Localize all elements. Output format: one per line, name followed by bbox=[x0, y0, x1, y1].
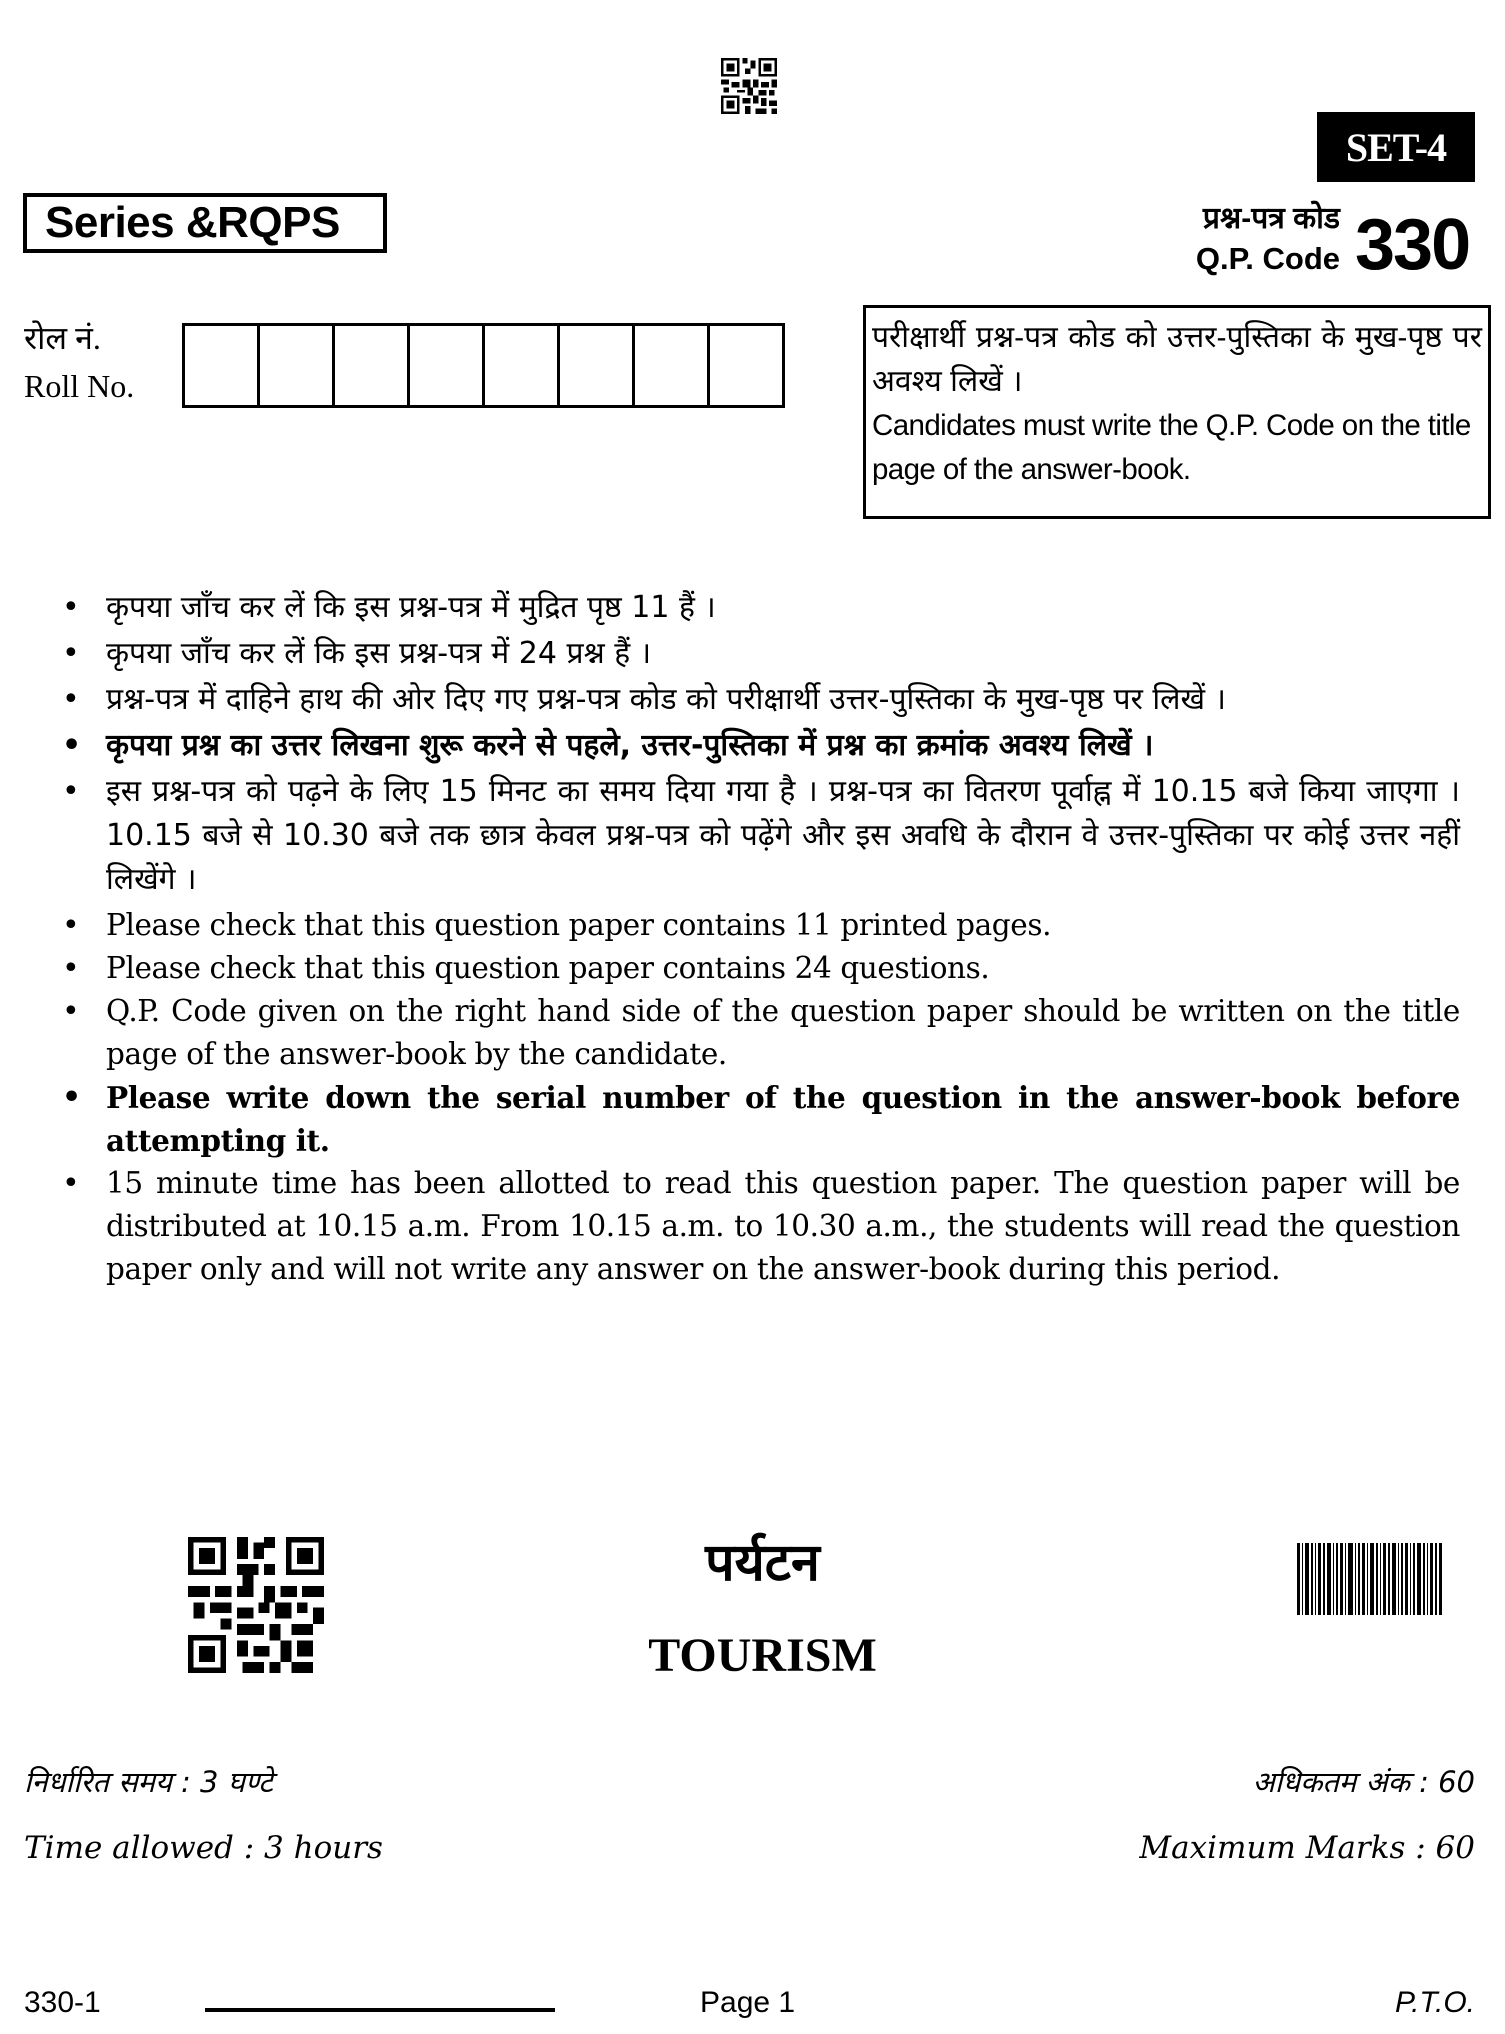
set-badge: SET-4 bbox=[1317, 112, 1475, 182]
instruction-item: • Please write down the serial number of the question in the answer-book before attempting it. bbox=[60, 1076, 1460, 1162]
instruction-item: • Please check that this question paper contains 24 questions. bbox=[60, 947, 1460, 990]
footer-divider bbox=[205, 2008, 555, 2012]
roll-number-label-hindi: रोल नं. bbox=[24, 320, 101, 356]
qp-code-label-english: Q.P. Code bbox=[1195, 241, 1340, 276]
roll-number-cell[interactable] bbox=[335, 326, 410, 405]
footer-pto: P.T.O. bbox=[1394, 1986, 1475, 2019]
roll-number-label bbox=[24, 314, 134, 410]
subject-title-hindi bbox=[0, 1525, 1505, 1596]
subject-title-english bbox=[0, 1628, 1505, 1683]
maximum-marks-hindi: अधिकतम अंक : 60 bbox=[1252, 1765, 1475, 1799]
notice-hindi: परीक्षार्थी प्रश्न-पत्र कोड को उत्तर-पुस्तिका के मुख-पृष्ठ पर अवश्य लिखें । bbox=[872, 321, 1482, 398]
instructions-list bbox=[60, 586, 1460, 1291]
roll-number-label-english: Roll No. bbox=[24, 368, 135, 404]
roll-number-cell[interactable] bbox=[410, 326, 485, 405]
barcode-icon bbox=[1297, 1543, 1465, 1615]
qp-code-label bbox=[1140, 200, 1340, 280]
instruction-item: • 15 minute time has been allotted to read this question paper. The question paper will be distributed at 10.15 a.m. From 10.15 a.m. to 10.30 a.m., the students will read the question paper only and will not write any answer on the answer-book during this period. bbox=[60, 1162, 1460, 1291]
series-label: Series &RQPS bbox=[23, 193, 387, 253]
time-allowed-hindi: निर्धारित समय : 3 घण्टे bbox=[24, 1765, 273, 1799]
time-allowed-english: Time allowed : 3 hours bbox=[24, 1830, 383, 1866]
qp-code-notice-box bbox=[863, 305, 1491, 519]
roll-number-cell[interactable] bbox=[560, 326, 635, 405]
roll-number-cell[interactable] bbox=[185, 326, 260, 405]
instruction-item: • Q.P. Code given on the right hand side of the question paper should be written on the title page of the answer-book by the candidate. bbox=[60, 990, 1460, 1076]
qr-code-icon bbox=[720, 58, 778, 114]
instruction-item: • कृपया जाँच कर लें कि इस प्रश्न-पत्र में मुद्रित पृष्ठ 11 हैं । bbox=[60, 586, 1460, 630]
instruction-item: • कृपया जाँच कर लें कि इस प्रश्न-पत्र में 24 प्रश्न हैं । bbox=[60, 632, 1460, 676]
roll-number-grid bbox=[182, 323, 785, 408]
footer-paper-code: 330-1 bbox=[24, 1986, 101, 2019]
roll-number-cell[interactable] bbox=[260, 326, 335, 405]
footer-page-number: Page 1 bbox=[700, 1986, 796, 2019]
instruction-item: • कृपया प्रश्न का उत्तर लिखना शुरू करने से पहले, उत्तर-पुस्तिका में प्रश्न का क्रमांक अवश्य लिखें । bbox=[60, 724, 1460, 768]
qp-code-value: 330 bbox=[1355, 205, 1470, 285]
roll-number-cell[interactable] bbox=[485, 326, 560, 405]
subject-title-english-text: TOURISM bbox=[648, 1629, 877, 1682]
notice-english: Candidates must write the Q.P. Code on the title page of the answer-book. bbox=[872, 409, 1471, 486]
qp-code-label-hindi: प्रश्न-पत्र कोड bbox=[1202, 202, 1340, 235]
maximum-marks-english: Maximum Marks : 60 bbox=[1139, 1830, 1475, 1866]
instruction-item: • इस प्रश्न-पत्र को पढ़ने के लिए 15 मिनट का समय दिया गया है । प्रश्न-पत्र का वितरण पूर्वाह्न में 10.15 बजे किया जाएगा । 10.15 बजे से 10.30 बजे तक छात्र केवल प्रश्न-पत्र को पढ़ेंगे और इस अवधि के दौरान वे उत्तर-पुस्तिका पर कोई उत्तर नहीं लिखेंगे । bbox=[60, 770, 1460, 902]
roll-number-cell[interactable] bbox=[635, 326, 710, 405]
roll-number-cell[interactable] bbox=[710, 326, 782, 405]
instruction-item: • Please check that this question paper contains 11 printed pages. bbox=[60, 904, 1460, 947]
instruction-item: • प्रश्न-पत्र में दाहिने हाथ की ओर दिए गए प्रश्न-पत्र कोड को परीक्षार्थी उत्तर-पुस्तिका के मुख-पृष्ठ पर लिखें । bbox=[60, 678, 1460, 722]
subject-title-hindi-text: पर्यटन bbox=[705, 1533, 820, 1593]
